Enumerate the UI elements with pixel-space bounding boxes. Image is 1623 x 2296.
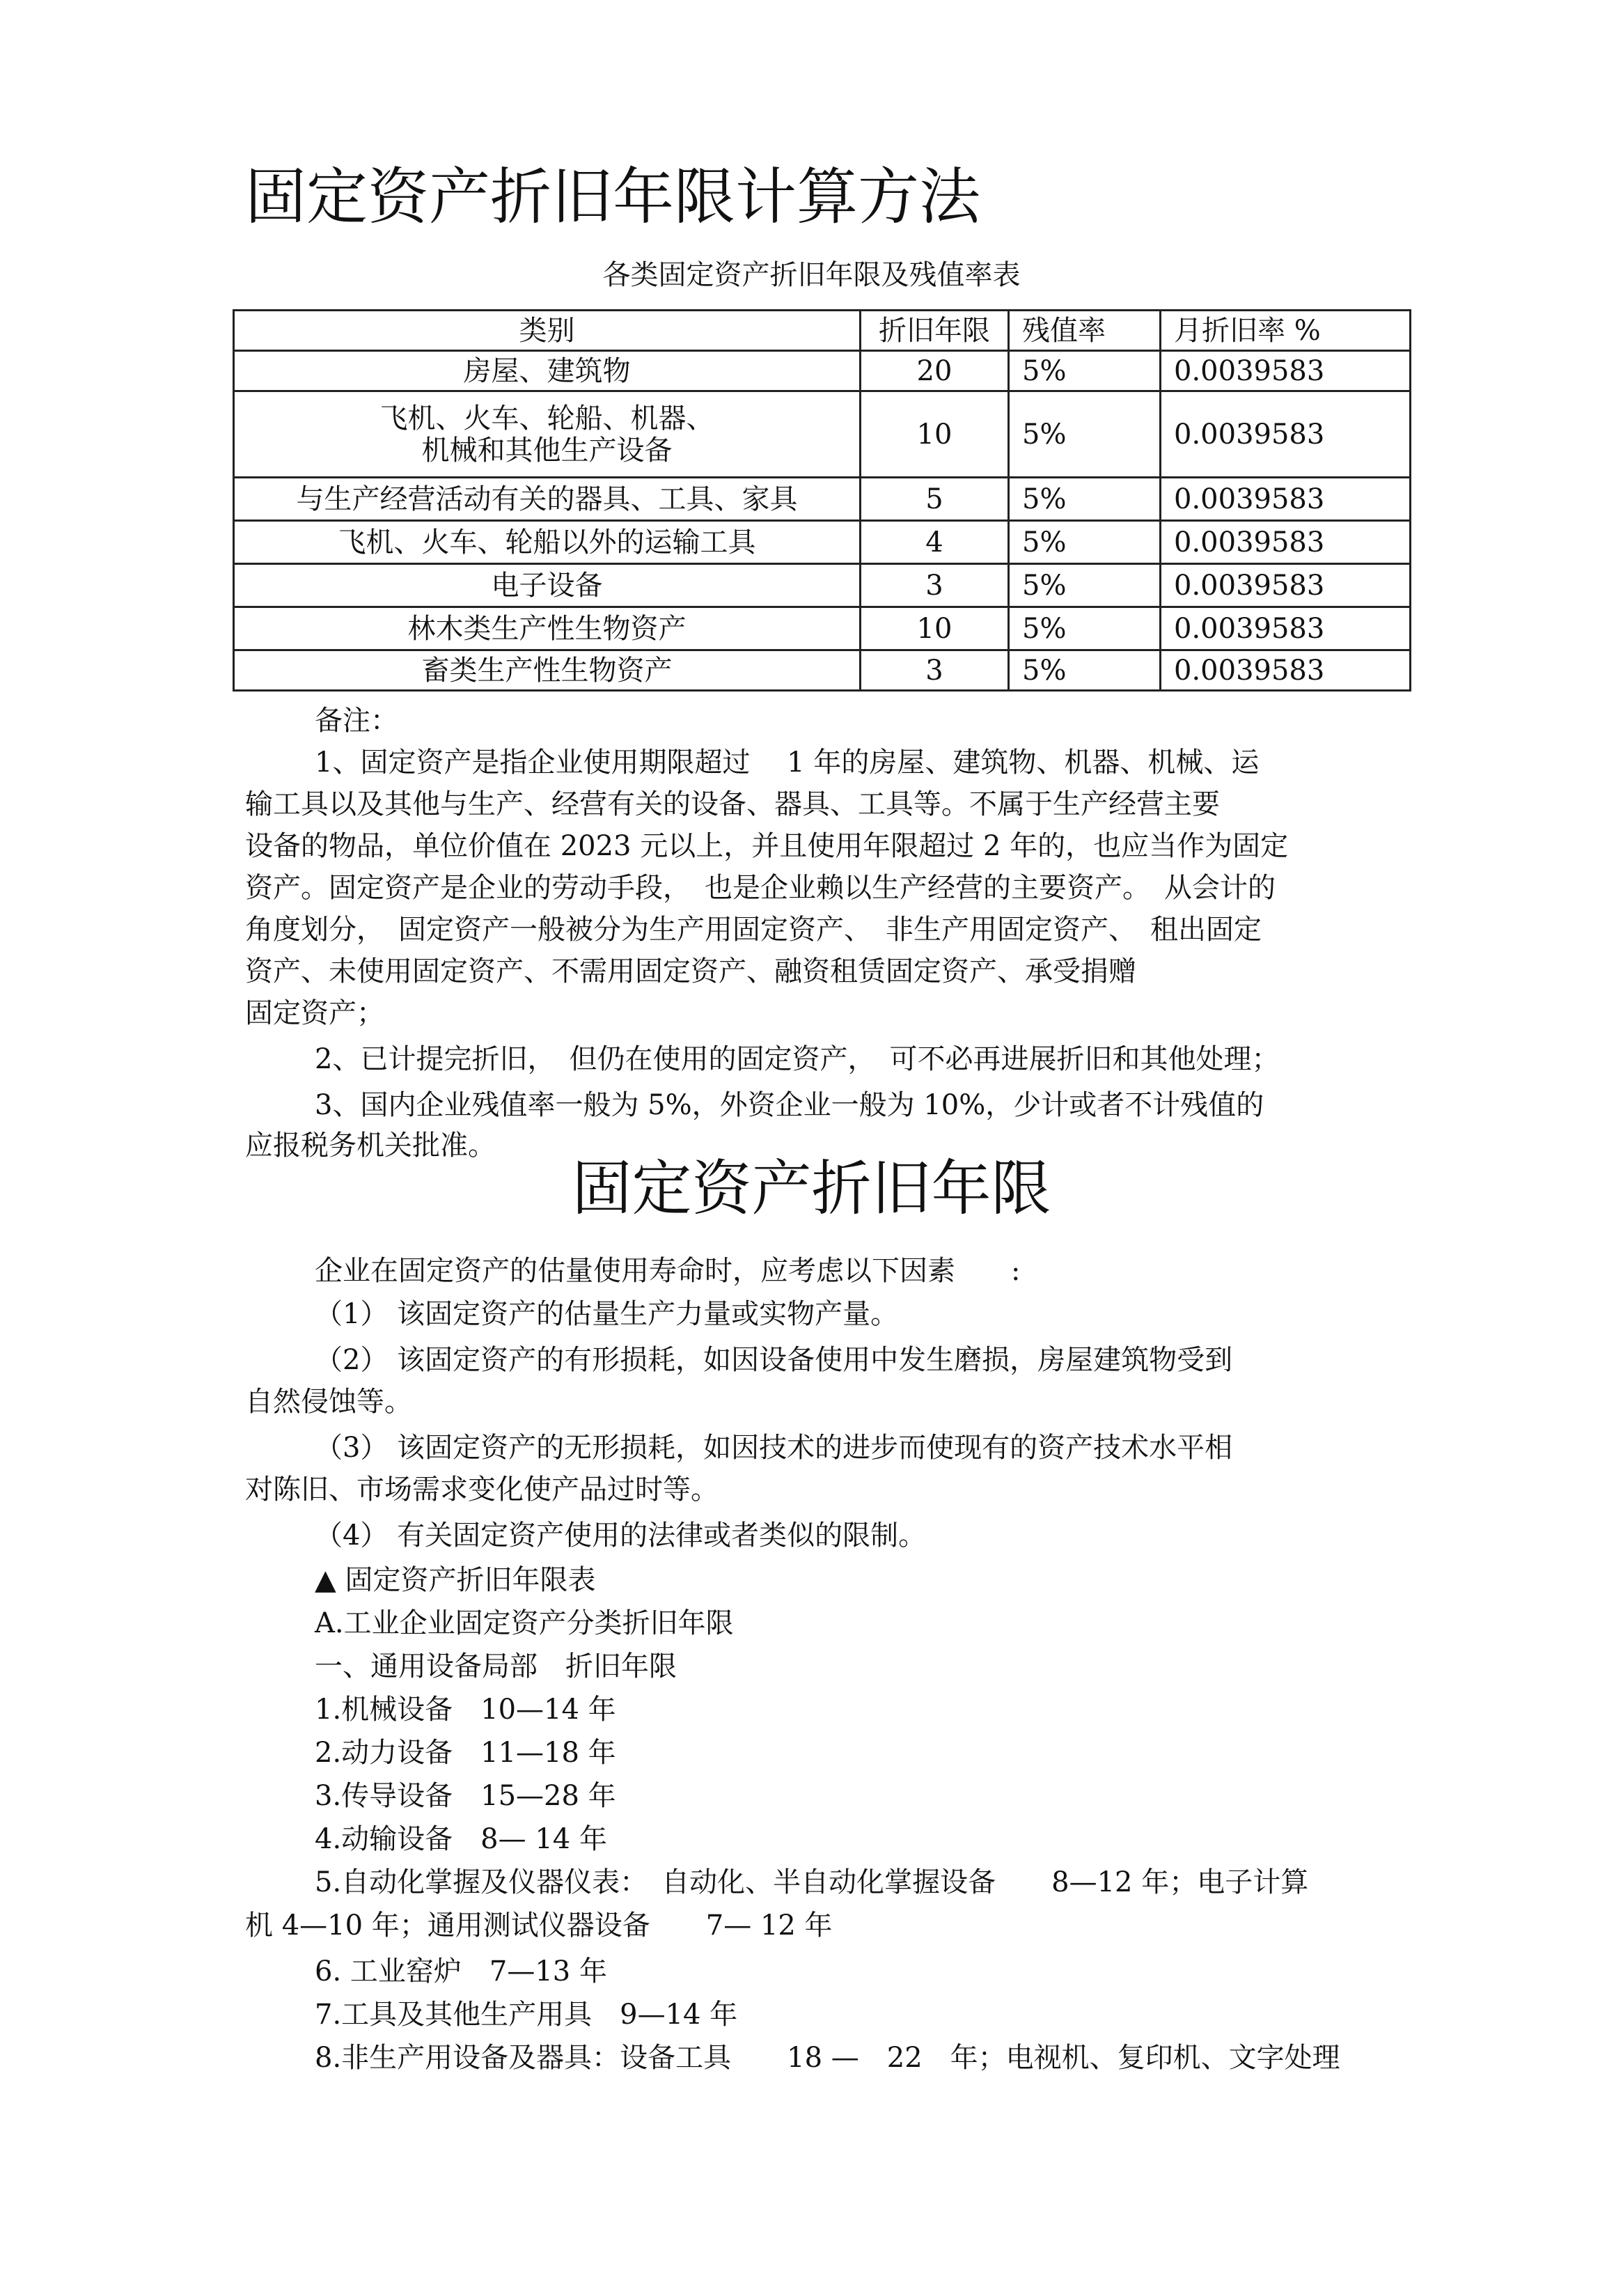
factor-3-line1: （3） 该固定资产的无形损耗，如因技术的进步而使现有的资产技术水平相 <box>315 1432 1233 1464</box>
depreciation-table <box>233 309 1411 692</box>
header-category: 类别 <box>234 311 861 351</box>
list-item-7: 7.工具及其他生产用具 9—14 年 <box>315 1999 738 2031</box>
note3-line1: 3、国内企业残值率一般为 5%，外资企业一般为 10%，少计或者不计残值的 <box>315 1089 1264 1121</box>
list-item-2: 2.动力设备 11—18 年 <box>315 1737 616 1769</box>
cell-residual: 5% <box>1009 521 1161 564</box>
cell-category <box>234 391 861 478</box>
table-header-row <box>234 311 1411 351</box>
cell-category: 畜类生产性生物资产 <box>234 650 861 691</box>
sub-heading: A.工业企业固定资产分类折旧年限 <box>315 1607 734 1639</box>
list-item-5-line2: 机 4—10 年；通用测试仪器设备 7— 12 年 <box>245 1910 833 1942</box>
cell-category-line2: 机械和其他生产设备 <box>421 434 673 467</box>
note1-line2: 输工具以及其他与生产、经营有关的设备、器具、工具等。不属于生产经营主要 <box>245 788 1220 820</box>
header-monthly: 月折旧率 % <box>1161 311 1411 351</box>
cell-residual: 5% <box>1009 607 1161 650</box>
table-caption: 各类固定资产折旧年限及残值率表 <box>602 259 1021 291</box>
cell-years: 3 <box>861 650 1009 691</box>
list-item-3: 3.传导设备 15—28 年 <box>315 1780 616 1812</box>
note1-line4: 资产。固定资产是企业的劳动手段， 也是企业赖以生产经营的主要资产。 从会计的 <box>245 872 1276 904</box>
factor-2-line1: （2） 该固定资产的有形损耗，如因设备使用中发生磨损，房屋建筑物受到 <box>315 1344 1233 1376</box>
cell-years: 3 <box>861 564 1009 607</box>
factor-1: （1） 该固定资产的估量生产力量或实物产量。 <box>315 1298 899 1330</box>
cell-monthly: 0.0039583 <box>1161 391 1411 478</box>
table-row <box>234 564 1411 607</box>
cell-residual: 5% <box>1009 564 1161 607</box>
page-title: 固定资产折旧年限计算方法 <box>245 161 981 233</box>
table-row <box>234 607 1411 650</box>
list-item-5-line1: 5.自动化掌握及仪器仪表： 自动化、半自动化掌握设备 8—12 年；电子计算 <box>315 1866 1309 1898</box>
cell-category: 林木类生产性生物资产 <box>234 607 861 650</box>
note1-line6: 资产、未使用固定资产、不需用固定资产、融资租赁固定资产、承受捐赠 <box>245 955 1136 987</box>
cell-category-line1: 飞机、火车、轮船、机器、 <box>379 402 714 435</box>
note3-line2: 应报税务机关批准。 <box>245 1130 496 1162</box>
cell-residual: 5% <box>1009 351 1161 391</box>
header-residual: 残值率 <box>1009 311 1161 351</box>
notes-heading: 备注： <box>315 705 398 737</box>
table-row <box>234 650 1411 691</box>
cell-years: 5 <box>861 478 1009 521</box>
note1-line5: 角度划分， 固定资产一般被分为生产用固定资产、 非生产用固定资产、 租出固定 <box>245 914 1262 946</box>
table-row <box>234 391 1411 478</box>
cell-years: 10 <box>861 391 1009 478</box>
cell-category: 电子设备 <box>234 564 861 607</box>
header-years: 折旧年限 <box>861 311 1009 351</box>
cell-monthly: 0.0039583 <box>1161 351 1411 391</box>
note1-line7: 固定资产； <box>245 997 384 1029</box>
table-row <box>234 478 1411 521</box>
group-heading: 一、通用设备局部 折旧年限 <box>315 1650 677 1682</box>
list-item-8: 8.非生产用设备及器具：设备工具 18 — 22 年；电视机、复印机、文字处理 <box>315 2042 1340 2074</box>
cell-years: 4 <box>861 521 1009 564</box>
note1-line3: 设备的物品，单位价值在 2023 元以上，并且使用年限超过 2 年的，也应当作为固定 <box>245 830 1289 862</box>
note2: 2、已计提完折旧， 但仍在使用的固定资产， 可不必再进展折旧和其他处理； <box>315 1043 1280 1075</box>
factor-3-line2: 对陈旧、市场需求变化使产品过时等。 <box>245 1474 719 1506</box>
cell-residual: 5% <box>1009 391 1161 478</box>
cell-monthly: 0.0039583 <box>1161 478 1411 521</box>
factor-4: （4） 有关固定资产使用的法律或者类似的限制。 <box>315 1520 927 1552</box>
cell-monthly: 0.0039583 <box>1161 607 1411 650</box>
cell-category: 房屋、建筑物 <box>234 351 861 391</box>
cell-residual: 5% <box>1009 478 1161 521</box>
cell-years: 20 <box>861 351 1009 391</box>
section-intro: 企业在固定资产的估量使用寿命时，应考虑以下因素 : <box>315 1255 1021 1287</box>
note1-line1: 1、固定资产是指企业使用期限超过 1 年的房屋、建筑物、机器、机械、运 <box>315 747 1260 779</box>
cell-residual: 5% <box>1009 650 1161 691</box>
cell-category: 飞机、火车、轮船以外的运输工具 <box>234 521 861 564</box>
cell-monthly: 0.0039583 <box>1161 650 1411 691</box>
list-item-6: 6. 工业窑炉 7—13 年 <box>315 1955 607 1987</box>
cell-monthly: 0.0039583 <box>1161 521 1411 564</box>
section-title: 固定资产折旧年限 <box>572 1154 1051 1224</box>
table-row <box>234 351 1411 391</box>
list-heading: ▲ 固定资产折旧年限表 <box>315 1564 596 1596</box>
list-item-1: 1.机械设备 10—14 年 <box>315 1694 616 1726</box>
cell-category: 与生产经营活动有关的器具、工具、家具 <box>234 478 861 521</box>
factor-2-line2: 自然侵蚀等。 <box>245 1386 412 1418</box>
cell-monthly: 0.0039583 <box>1161 564 1411 607</box>
table-row <box>234 521 1411 564</box>
list-item-4: 4.动输设备 8— 14 年 <box>315 1823 607 1855</box>
cell-years: 10 <box>861 607 1009 650</box>
